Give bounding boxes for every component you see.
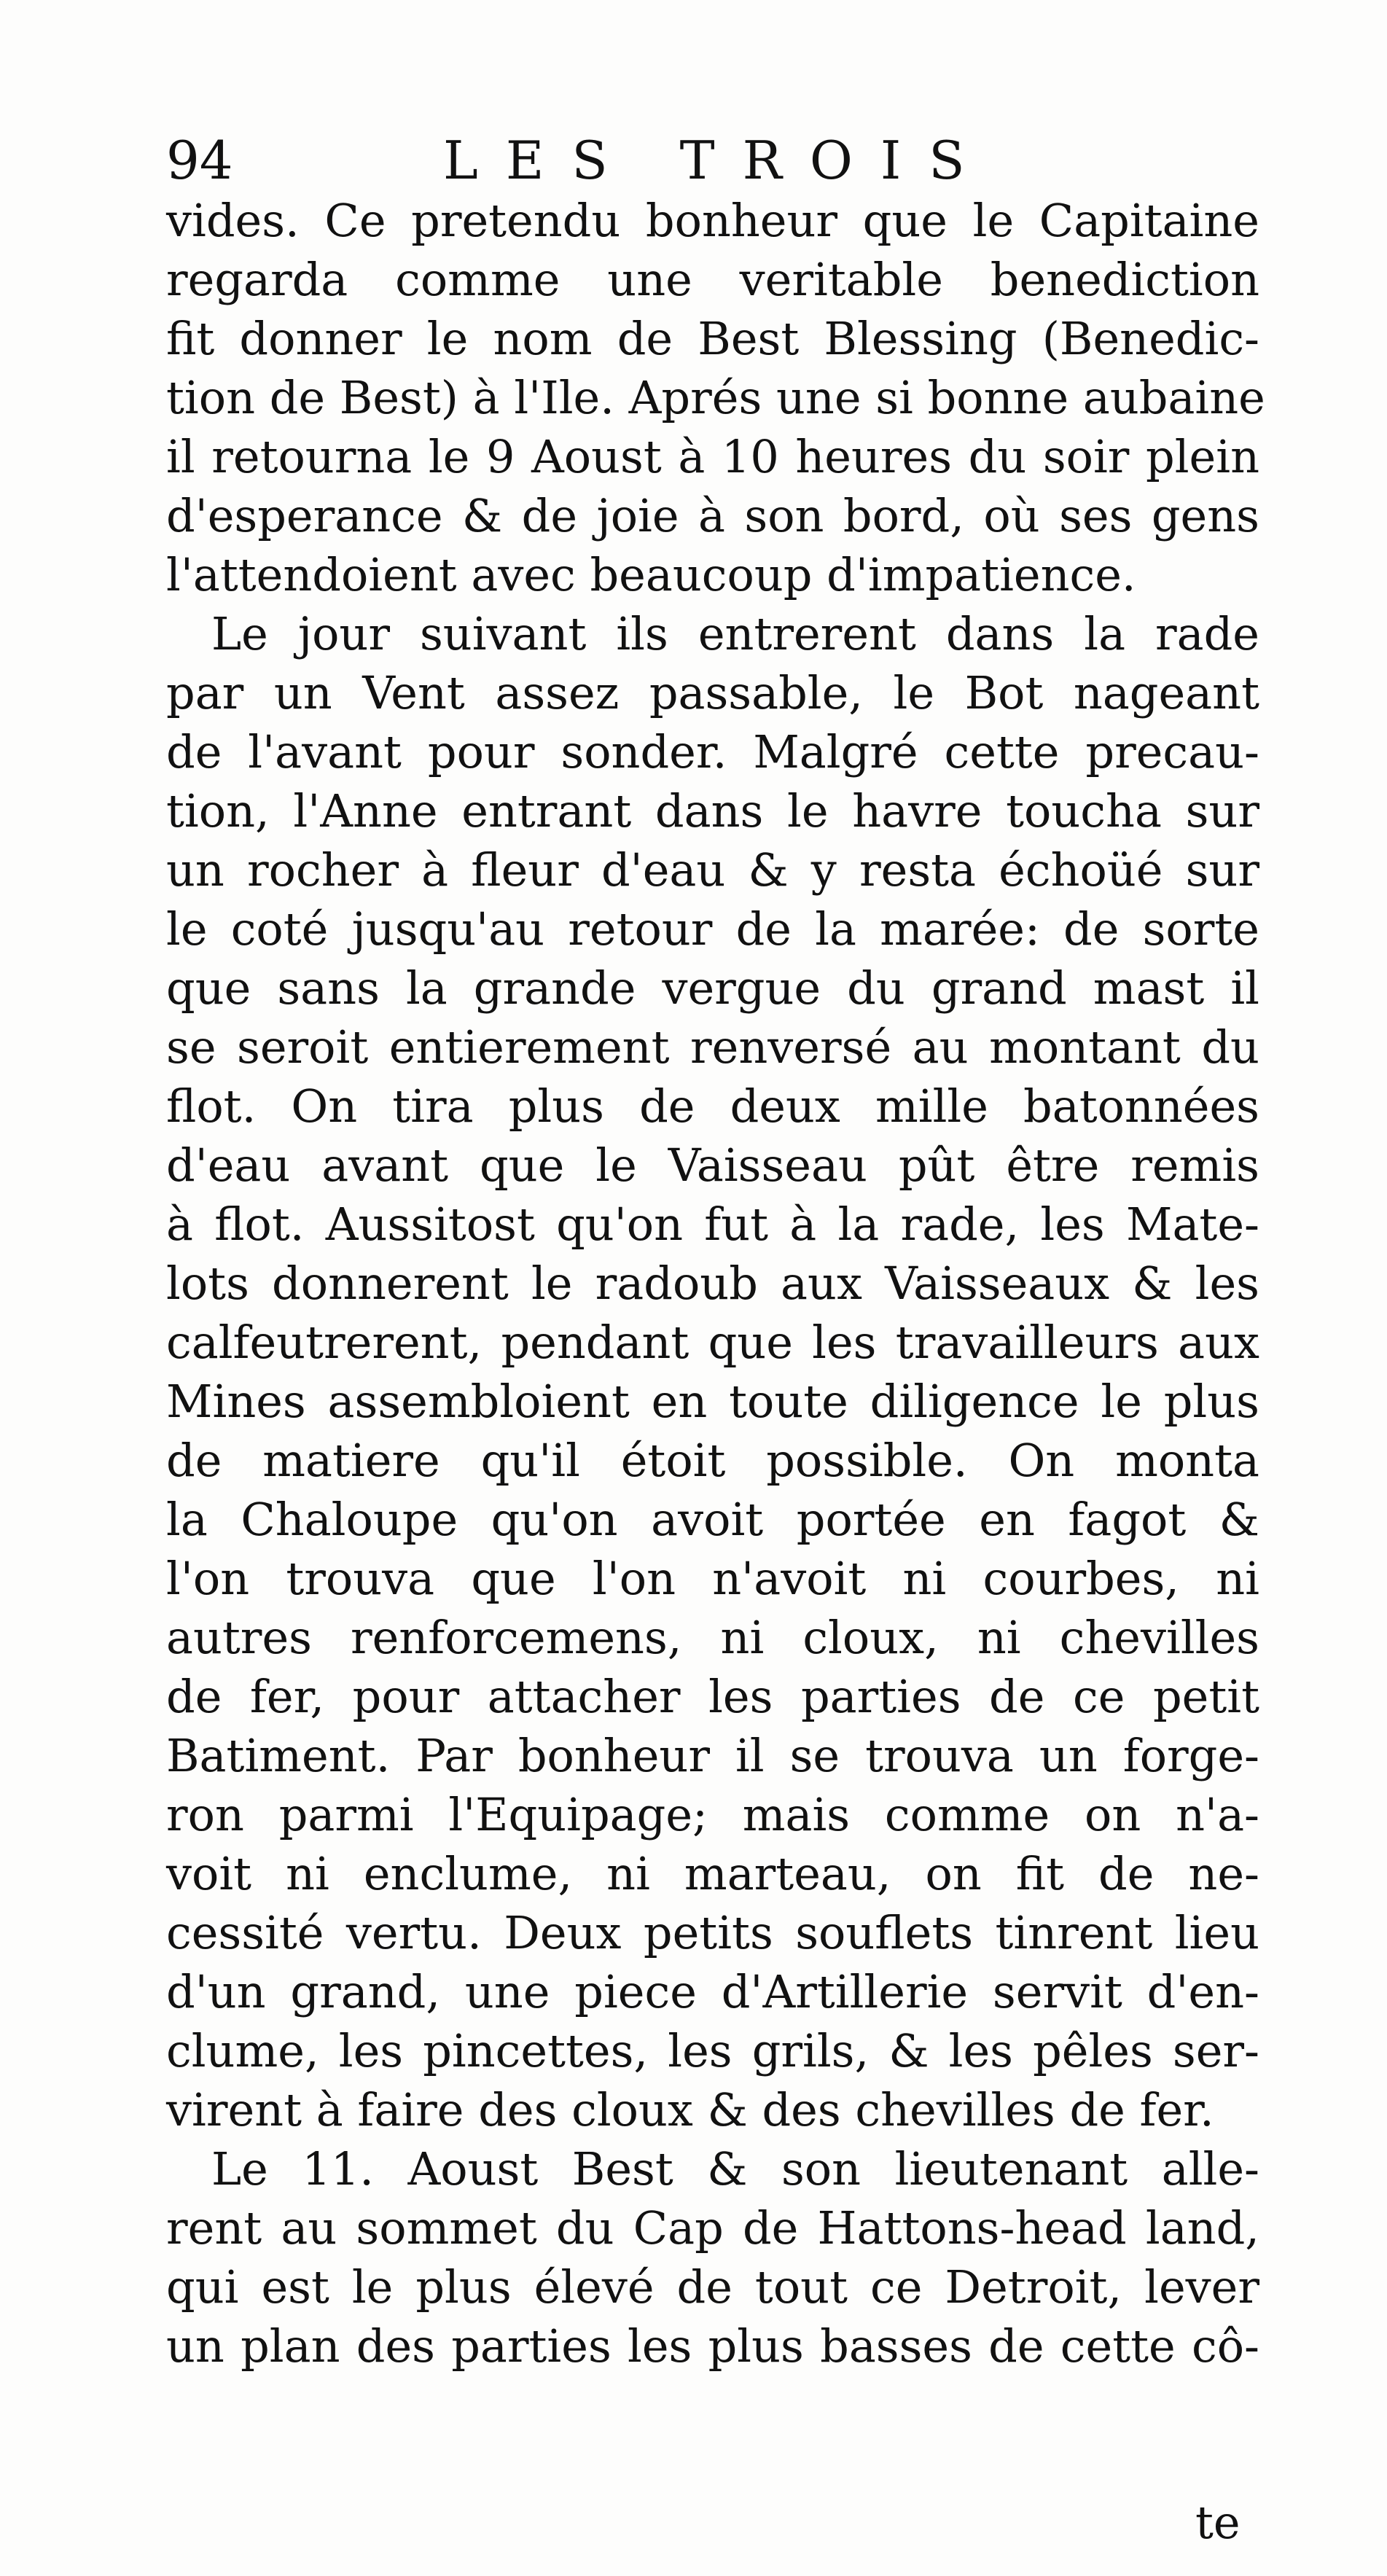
text-line: de matiere qu'il étoit possible. On monta — [166, 1434, 1259, 1487]
text-line: fit donner le nom de Best Blessing (Benedic- — [166, 312, 1259, 365]
text-line: un plan des parties les plus basses de cette cô- — [166, 2319, 1259, 2373]
text-line: que sans la grande vergue du grand mast il — [166, 961, 1259, 1015]
text-line: d'un grand, une piece d'Artillerie servit d'en- — [166, 1965, 1259, 2018]
text-line: de l'avant pour sonder. Malgré cette precau- — [166, 725, 1259, 778]
text-line: rent au sommet du Cap de Hattons-head land, — [166, 2201, 1259, 2255]
text-line: vides. Ce pretendu bonheur que le Capitaine — [166, 194, 1259, 247]
text-line: qui est le plus élevé de tout ce Detroit, lever — [166, 2260, 1259, 2314]
text-line: ron parmi l'Equipage; mais comme on n'a- — [166, 1788, 1259, 1841]
text-line: l'attendoient avec beaucoup d'impatience. — [166, 548, 1136, 601]
text-line: autres renforcemens, ni cloux, ni chevilles — [166, 1611, 1259, 1664]
text-line: Le 11. Aoust Best & son lieutenant alle- — [211, 2142, 1259, 2196]
running-title: LES TROIS — [443, 130, 993, 191]
text-line: Mines assembloient en toute diligence le plus — [166, 1375, 1259, 1428]
text-line: tion, l'Anne entrant dans le havre toucha sur — [166, 784, 1259, 838]
text-line: l'on trouva que l'on n'avoit ni courbes, ni — [166, 1552, 1259, 1605]
text-line: virent à faire des cloux & des chevilles de fer. — [166, 2083, 1214, 2136]
text-line: flot. On tira plus de deux mille batonnées — [166, 1080, 1259, 1133]
text-line: le coté jusqu'au retour de la marée: de sorte — [166, 902, 1259, 956]
text-line: Le jour suivant ils entrerent dans la rade — [211, 607, 1259, 660]
text-line: Batiment. Par bonheur il se trouva un forge- — [166, 1729, 1259, 1782]
text-line: cessité vertu. Deux petits souflets tinrent lieu — [166, 1906, 1259, 1959]
text-line: de fer, pour attacher les parties de ce petit — [166, 1670, 1259, 1723]
text-line: par un Vent assez passable, le Bot nageant — [166, 666, 1259, 719]
text-line: à flot. Aussitost qu'on fut à la rade, les Mate- — [166, 1198, 1259, 1251]
text-line: voit ni enclume, ni marteau, on fit de ne- — [166, 1847, 1259, 1900]
page-number: 94 — [166, 130, 233, 191]
text-line: tion de Best) à l'Ile. Aprés une si bonne aubaine — [166, 371, 1265, 424]
text-line: il retourna le 9 Aoust à 10 heures du soir plein — [166, 430, 1259, 483]
text-line: regarda comme une veritable benediction — [166, 253, 1259, 306]
text-line: lots donnerent le radoub aux Vaisseaux & les — [166, 1257, 1259, 1310]
text-line: calfeutrerent, pendant que les travailleurs aux — [166, 1316, 1259, 1369]
text-line: d'esperance & de joie à son bord, où ses gens — [166, 489, 1259, 542]
catchword: te — [1195, 2496, 1241, 2549]
body-text — [166, 191, 1265, 2376]
text-line: la Chaloupe qu'on avoit portée en fagot & — [166, 1493, 1259, 1546]
text-line: clume, les pincettes, les grils, & les pêles ser- — [166, 2024, 1259, 2077]
text-line: d'eau avant que le Vaisseau pût être remis — [166, 1139, 1259, 1192]
text-line: se seroit entierement renversé au montant du — [166, 1020, 1259, 1074]
text-line: un rocher à fleur d'eau & y resta échoüé sur — [166, 843, 1259, 897]
